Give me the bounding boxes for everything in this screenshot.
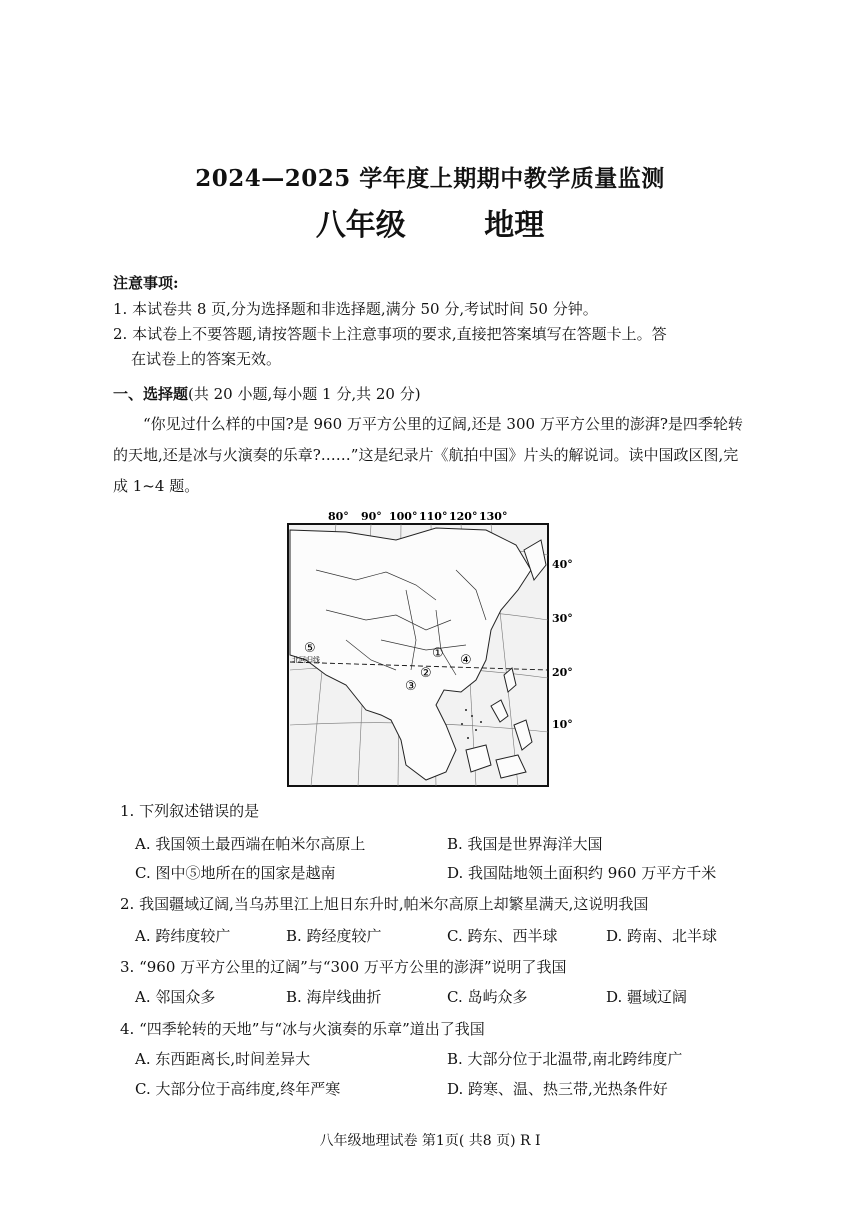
page-footer: 八年级地理试卷 第1页( 共8 页) R I — [319, 1133, 541, 1149]
question-1-stem: 1. 下列叙述错误的是 — [120, 802, 260, 820]
question-2-option-d[interactable]: D. 跨南、北半球 — [606, 927, 718, 945]
question-1-option-d[interactable]: D. 我国陆地领土面积约 960 万平方千米 — [447, 864, 717, 882]
question-2-option-c[interactable]: C. 跨东、西半球 — [447, 927, 558, 945]
intro-paragraph: “你见过什么样的中国?是 960 万平方公里的辽阔,还是 300 万平方公里的澎湃?是四季轮转的天地,还是冰与火演奏的乐章?……”这是纪录片《航拍中国》片头的解说词。读中国政区图,完成 1~4 题。 — [113, 415, 743, 495]
question-3-option-b[interactable]: B. 海岸线曲折 — [286, 988, 382, 1006]
notes-heading: 注意事项: — [113, 274, 179, 292]
question-1-option-a[interactable]: A. 我国领土最西端在帕米尔高原上 — [135, 835, 366, 853]
map-lon-label: 80° — [328, 510, 349, 523]
question-4-option-a[interactable]: A. 东西距离长,时间差异大 — [135, 1050, 311, 1068]
note-item-2-continuation: 在试卷上的答案无效。 — [131, 350, 282, 368]
map-lon-label: 130° — [479, 510, 508, 523]
china-political-map — [286, 510, 574, 788]
note-item-1: 1. 本试卷共 8 页,分为选择题和非选择题,满分 50 分,考试时间 50 分钟。 — [113, 300, 598, 318]
map-marker-1: ① — [432, 646, 444, 661]
question-1-option-c[interactable]: C. 图中⑤地所在的国家是越南 — [135, 864, 336, 882]
map-lat-label: 10° — [552, 718, 573, 731]
grade-label: 八年级 — [315, 208, 406, 243]
question-3-stem: 3. “960 万平方公里的辽阔”与“300 万平方公里的澎湃”说明了我国 — [120, 958, 567, 976]
note-item-2: 2. 本试卷上不要答题,请按答题卡上注意事项的要求,直接把答案填写在答题卡上。答 — [113, 325, 667, 343]
question-3-option-a[interactable]: A. 邻国众多 — [135, 988, 216, 1006]
section-title: 一、选择题 — [113, 385, 189, 403]
question-1-option-b[interactable]: B. 我国是世界海洋大国 — [447, 835, 603, 853]
page-title: 2024—2025 学年度上期期中教学质量监测 — [195, 165, 665, 192]
question-2-stem: 2. 我国疆域辽阔,当乌苏里江上旭日东升时,帕米尔高原上却繁星满天,这说明我国 — [120, 895, 649, 913]
subject-label: 地理 — [484, 208, 545, 243]
map-lon-label: 110° — [419, 510, 448, 523]
question-3-option-c[interactable]: C. 岛屿众多 — [447, 988, 528, 1006]
map-marker-5: ⑤ — [304, 641, 316, 656]
map-lon-label: 100° — [389, 510, 418, 523]
map-lon-label: 120° — [449, 510, 478, 523]
question-4-option-c[interactable]: C. 大部分位于高纬度,终年严寒 — [135, 1080, 341, 1098]
map-lat-label: 30° — [552, 612, 573, 625]
note-item-2-cont — [113, 347, 753, 372]
section-detail: (共 20 小题,每小题 1 分,共 20 分) — [188, 385, 421, 403]
map-marker-2: ② — [420, 666, 432, 681]
section-heading — [113, 383, 421, 404]
question-2-option-b[interactable]: B. 跨经度较广 — [286, 927, 382, 945]
tropic-label: 北回归线 — [292, 656, 320, 664]
question-4-option-b[interactable]: B. 大部分位于北温带,南北跨纬度广 — [447, 1050, 683, 1068]
question-4-option-d[interactable]: D. 跨寒、温、热三带,光热条件好 — [447, 1080, 668, 1098]
map-marker-3: ③ — [405, 679, 417, 694]
question-4-stem: 4. “四季轮转的天地”与“冰与火演奏的乐章”道出了我国 — [120, 1020, 485, 1038]
page-subtitle — [0, 200, 860, 244]
question-2-option-a[interactable]: A. 跨纬度较广 — [135, 927, 231, 945]
map-lat-label: 40° — [552, 558, 573, 571]
map-marker-4: ④ — [460, 653, 472, 668]
question-3-option-d[interactable]: D. 疆域辽阔 — [606, 988, 688, 1006]
map-lon-label: 90° — [361, 510, 382, 523]
map-lat-label: 20° — [552, 666, 573, 679]
